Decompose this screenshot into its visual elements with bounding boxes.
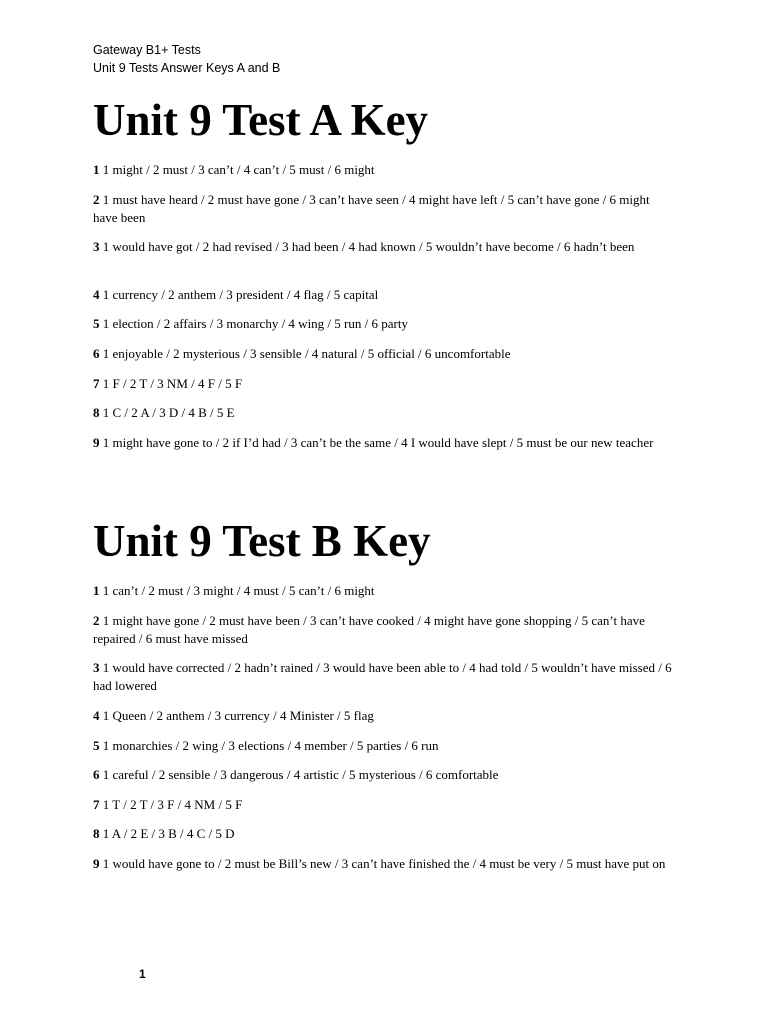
test-b-item [93,855,673,873]
exercise-number: 6 [93,767,100,782]
answer-text: 1 would have gone to / 2 must be Bill’s new / 3 can’t have finished the / 4 must be very / 5 must have put on [99,856,666,871]
test-b-item [93,825,673,843]
test-a-item [93,161,673,179]
exercise-number: 7 [93,797,100,812]
exercise-number: 2 [93,613,100,628]
answer-text: 1 can’t / 2 must / 3 might / 4 must / 5 can’t / 6 might [99,583,375,598]
exercise-number: 1 [93,583,100,598]
answer-text: 1 might have gone to / 2 if I’d had / 3 can’t be the same / 4 I would have slept / 5 must be our new teacher [99,435,654,450]
test-b-item [93,612,673,648]
exercise-number: 4 [93,287,100,302]
test-a-item [93,345,673,363]
test-b-item [93,659,673,695]
answer-text: 1 would have corrected / 2 hadn’t rained / 3 would have been able to / 4 had told / 5 wouldn’t have missed / 6 had lowered [93,660,672,693]
exercise-number: 8 [93,826,100,841]
test-a-item [93,191,673,227]
test-a-heading: Unit 9 Test A Key [93,95,429,145]
exercise-number: 8 [93,405,100,420]
answer-text: 1 F / 2 T / 3 NM / 4 F / 5 F [99,376,243,391]
answer-text: 1 A / 2 E / 3 B / 4 C / 5 D [99,826,235,841]
test-a-item [93,286,673,304]
answer-text: 1 C / 2 A / 3 D / 4 B / 5 E [99,405,235,420]
test-b-item [93,766,673,784]
exercise-number: 3 [93,660,100,675]
answer-text: 1 would have got / 2 had revised / 3 had been / 4 had known / 5 wouldn’t have become / 6 hadn’t been [99,239,635,254]
exercise-number: 9 [93,856,100,871]
answer-text: 1 T / 2 T / 3 F / 4 NM / 5 F [99,797,243,812]
page-number: 1 [139,967,146,981]
document-header-subtitle: Unit 9 Tests Answer Keys A and B [93,61,281,75]
exercise-number: 5 [93,316,100,331]
exercise-number: 4 [93,708,100,723]
test-b-item [93,582,673,600]
answer-text: 1 enjoyable / 2 mysterious / 3 sensible / 4 natural / 5 official / 6 uncomfortable [99,346,511,361]
answer-text: 1 careful / 2 sensible / 3 dangerous / 4 artistic / 5 mysterious / 6 comfortable [99,767,499,782]
exercise-number: 2 [93,192,100,207]
answer-text: 1 Queen / 2 anthem / 3 currency / 4 Minister / 5 flag [99,708,374,723]
test-a-item [93,238,673,256]
test-b-item [93,796,673,814]
exercise-number: 9 [93,435,100,450]
exercise-number: 5 [93,738,100,753]
answer-text: 1 might have gone / 2 must have been / 3 can’t have cooked / 4 might have gone shopping / 5 can’t have repaired / 6 must have missed [93,613,645,646]
exercise-number: 7 [93,376,100,391]
test-b-heading: Unit 9 Test B Key [93,516,431,566]
exercise-number: 3 [93,239,100,254]
test-a-item [93,404,673,422]
answer-text: 1 might / 2 must / 3 can’t / 4 can’t / 5 must / 6 might [99,162,375,177]
test-b-item [93,707,673,725]
answer-text: 1 monarchies / 2 wing / 3 elections / 4 member / 5 parties / 6 run [99,738,439,753]
exercise-number: 6 [93,346,100,361]
exercise-number: 1 [93,162,100,177]
answer-text: 1 currency / 2 anthem / 3 president / 4 flag / 5 capital [99,287,379,302]
test-a-item [93,434,673,452]
answer-text: 1 must have heard / 2 must have gone / 3 can’t have seen / 4 might have left / 5 can’t have gone / 6 might have been [93,192,650,225]
test-a-item [93,375,673,393]
test-b-item [93,737,673,755]
answer-text: 1 election / 2 affairs / 3 monarchy / 4 wing / 5 run / 6 party [99,316,408,331]
document-header-title: Gateway B1+ Tests [93,43,201,57]
test-a-item [93,315,673,333]
